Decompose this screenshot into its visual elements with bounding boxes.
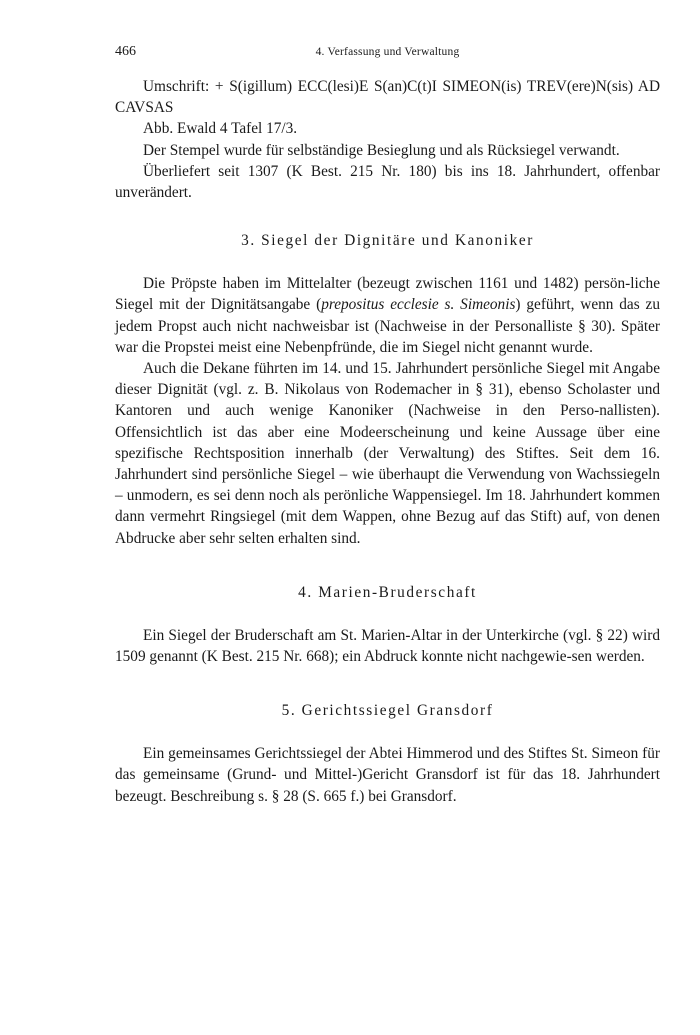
brotherhood-paragraph: Ein Siegel der Bruderschaft am St. Marien-Altar in der Unterkirche (vgl. § 22) wird 1509 genannt (K Best. 215 Nr. 668); ein Abdruck konnte nicht nachgewie-sen werden. [115, 626, 660, 666]
court-seal-paragraph: Ein gemeinsames Gerichtssiegel der Abtei Himmerod und des Stiftes St. Simeon für das gemeinsame (Grund- und Mittel-)Gericht Gransdorf ist für das 18. Jahrhundert bezeugt. Beschreibung s. § 28 (S. 665 f.) bei Gransdorf. [115, 745, 660, 805]
provosts-text-b: ) geführt, wenn das zu jedem Propst auch nicht nachweisbar ist (Nachweise in der Personalliste § 30). Später war die Propstei meist eine Nebenpfründe, die im Siegel nicht genannt wurde. [115, 296, 660, 356]
section-heading-5: 5. Gerichtssiegel Gransdorf [281, 702, 494, 720]
tradition-paragraph: Überliefert seit 1307 (K Best. 215 Nr. 180) bis ins 18. Jahrhundert, offenbar unverändert. [115, 162, 660, 202]
illustration-reference: Abb. Ewald 4 Tafel 17/3. [143, 120, 298, 138]
page-number: 466 [115, 44, 136, 59]
provosts-paragraph [115, 273, 660, 358]
usage-paragraph: Der Stempel wurde für selbständige Besieglung und als Rücksiegel verwandt. [143, 141, 620, 159]
section-4-body [115, 625, 660, 667]
section-heading-4: 4. Marien-Bruderschaft [298, 583, 477, 601]
page-header [115, 44, 660, 66]
provosts-italic-legend: prepositus ecclesie s. Simeonis [321, 296, 516, 314]
inscription-paragraph: Umschrift: + S(igillum) ECC(lesi)E S(an)C(t)I SIMEON(is) TREV(ere)N(sis) AD CAVSAS [115, 78, 660, 117]
running-title: 4. Verfassung und Verwaltung [315, 46, 460, 58]
provosts-text-a: Die Pröpste haben im Mittelalter (bezeugt zwischen 1161 und 1482) persön-liche Siegel mit der Dignitätsangabe ( [115, 275, 660, 314]
section-heading-3: 3. Siegel der Dignitäre und Kanoniker [241, 232, 534, 250]
book-page [115, 44, 660, 807]
deans-paragraph: Auch die Dekane führten im 14. und 15. Jahrhundert persönliche Siegel mit Angabe dieser Dignität (vgl. z. B. Nikolaus von Rodemacher in § 31), ebenso Scholaster und Kantoren und auch wenige Kanoniker (Nachweise in den Perso-nallisten). Offensichtlich ist das aber eine Modeerscheinung und keine Aussage über eine spezifische Rechtsposition innerhalb (der Verwaltung) des Stiftes. Seit dem 16. Jahrhundert sind persönliche Siegel – wie überhaupt die Verwendung von Wachssiegeln – unmodern, es sei denn noch als perönliche Wappensiegel. Im 18. Jahrhundert kommen dann vermehrt Ringsiegel (mit dem Wappen, ohne Bezug auf das Stift) auf, von denen Abdrucke aber sehr selten erhalten sind. [115, 360, 660, 547]
section-3-body [115, 273, 660, 549]
section-5-body [115, 743, 660, 807]
section-2-tail [115, 76, 660, 203]
